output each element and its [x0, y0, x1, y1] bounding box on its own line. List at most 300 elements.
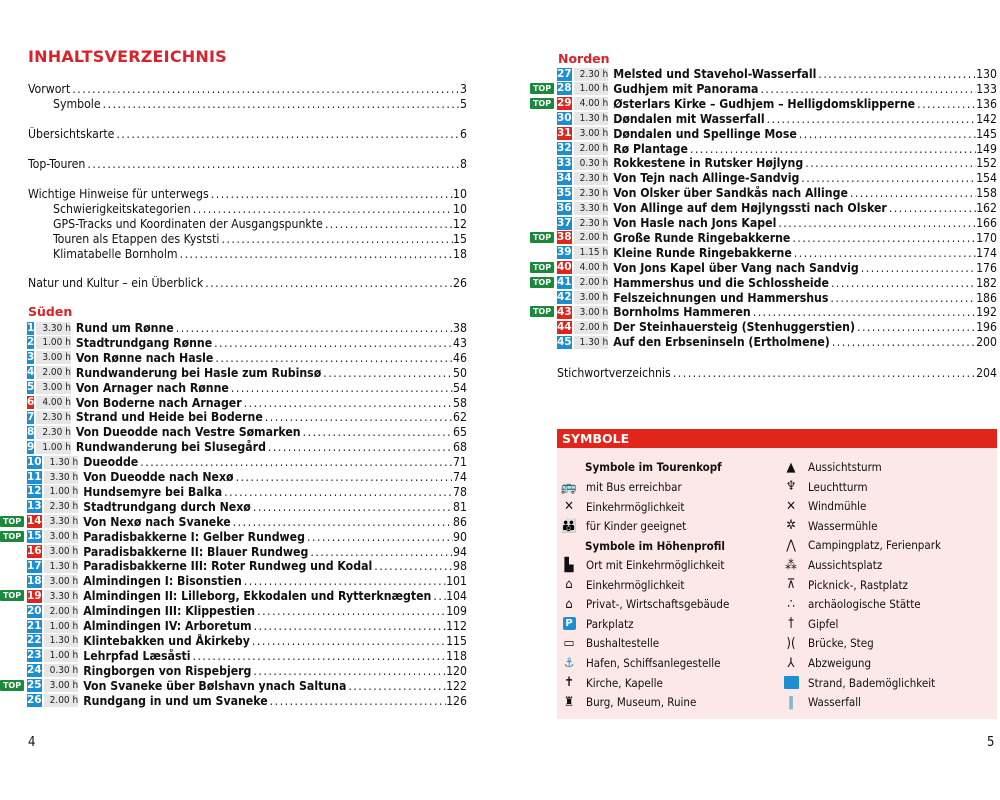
symbol-item: [560, 634, 659, 652]
tour-title: Von Dueodde nach Vestre Sømarken: [75, 425, 301, 440]
page-number-right: 5: [987, 735, 995, 750]
tour-page: 65: [453, 425, 467, 440]
tour-title-line: [83, 634, 467, 648]
tour-page: 58: [453, 395, 467, 410]
tour-number-badge: 25: [27, 679, 42, 692]
toc-entry[interactable]: [28, 187, 467, 202]
harbor-icon: ⚓: [563, 655, 575, 671]
tour-number-badge: 32: [557, 142, 572, 154]
tour-title-line: [613, 291, 997, 305]
symbol-item: [782, 478, 868, 496]
tour-duration: 0.30 h: [44, 664, 79, 677]
top-tour-badge: TOP: [530, 83, 554, 94]
tour-page: 170: [976, 230, 997, 245]
tour-title-line: [613, 261, 997, 275]
tour-row[interactable]: [532, 305, 997, 320]
tour-duration: 3.00 h: [44, 575, 79, 588]
tour-title: Klintebakken und Åkirkeby: [83, 633, 250, 648]
tour-title-line: [83, 679, 467, 693]
leader-dots: [301, 425, 453, 439]
leader-dots: [830, 335, 976, 349]
family-icon: 👪: [560, 518, 578, 534]
tour-title-line: [83, 455, 467, 469]
tour-number-badge: 30: [557, 112, 572, 125]
tour-page: 43: [453, 335, 467, 350]
tour-duration: 1.30 h: [574, 112, 609, 125]
toc-entry-page: 18: [453, 247, 467, 261]
tour-title: Gudhjem mit Panorama: [613, 81, 759, 96]
leader-dots: [70, 82, 460, 97]
tour-title-line: [76, 410, 467, 424]
leader-dots: [263, 410, 453, 424]
toc-entry-page: 15: [453, 232, 467, 246]
symbol-label: Aussichtsturm: [808, 460, 882, 474]
tour-row[interactable]: [532, 96, 997, 111]
tour-title: Rund um Rønne: [75, 321, 174, 335]
toc-entry[interactable]: [28, 157, 467, 172]
tour-page: 74: [453, 470, 467, 484]
tour-duration: 2.00 h: [574, 142, 609, 155]
tour-title-line: [83, 530, 467, 544]
symbol-label: mit Bus erreichbar: [586, 480, 682, 494]
toc-entry[interactable]: [53, 247, 467, 262]
tour-title-line: [613, 216, 997, 230]
leader-dots: [859, 261, 976, 275]
tour-number-badge: 38: [557, 231, 572, 244]
tour-page: 101: [446, 574, 467, 589]
symbol-item: [782, 556, 882, 574]
tour-duration: 3.00 h: [574, 127, 609, 140]
symbol-item: [560, 498, 684, 516]
tour-number-badge: 35: [557, 186, 572, 199]
tour-title-line: [83, 664, 467, 678]
tour-row[interactable]: [2, 589, 467, 604]
symbol-item: [782, 674, 935, 692]
leader-dots: [114, 127, 460, 142]
tour-number-badge: 2: [27, 336, 35, 349]
symbol-label: für Kinder geeignet: [586, 519, 687, 534]
tour-title: Hammershus und die Schlossheide: [613, 275, 829, 290]
tour-page: 145: [976, 126, 997, 141]
tour-row[interactable]: [27, 366, 467, 380]
castle-icon: ♜: [563, 694, 575, 710]
tour-page: 200: [976, 335, 997, 350]
tour-title-line: [83, 545, 467, 559]
leader-dots: [252, 619, 446, 633]
tour-page: 112: [446, 619, 467, 633]
tour-duration: 3.00 h: [36, 381, 71, 394]
tour-title: Von Svaneke über Bølshavn ynach Saltuna: [83, 678, 347, 693]
tour-row[interactable]: [27, 336, 467, 350]
tour-title: Østerlars Kirke – Gudhjem – Helligdomsklipperne: [613, 96, 916, 111]
tour-title: Von Jons Kapel über Vang nach Sandvig: [613, 260, 859, 275]
tour-row[interactable]: [557, 186, 997, 200]
toc-entry[interactable]: [28, 276, 467, 291]
symbol-item: [782, 654, 871, 672]
symbol-label: Wasserfall: [808, 695, 861, 710]
restaurant-icon: ✕: [564, 499, 574, 515]
tour-number-badge: 10: [27, 455, 42, 468]
section-norden-heading: Norden: [558, 51, 610, 66]
summit-icon: †: [788, 616, 794, 632]
tour-title-line: [613, 67, 997, 81]
tour-number-badge: 34: [557, 171, 572, 184]
tour-number-badge: 40: [557, 261, 572, 274]
symbol-label: Brücke, Steg: [808, 636, 874, 651]
toc-entry-page: 12: [453, 217, 467, 231]
leader-dots: [828, 291, 976, 305]
tour-duration: 2.30 h: [574, 217, 609, 230]
tour-page: 196: [976, 320, 997, 335]
tour-number-badge: 39: [557, 246, 572, 259]
tour-title: Rundwanderung bei Hasle zum Rubinsø: [75, 365, 322, 380]
tour-duration: 1.30 h: [44, 456, 79, 469]
tour-page: 118: [446, 648, 467, 663]
toc-entry[interactable]: [53, 217, 467, 232]
toc-entry-page: 5: [460, 97, 467, 111]
tour-row[interactable]: [557, 201, 997, 215]
tour-page: 158: [976, 186, 997, 201]
tour-title-line: [76, 440, 467, 454]
leader-dots: [251, 664, 446, 678]
tour-duration: 4.00 h: [36, 396, 71, 409]
tour-duration: 3.30 h: [44, 515, 79, 528]
bus-stop-icon: ▭: [563, 635, 575, 651]
symbol-label: Gipfel: [808, 616, 839, 631]
tour-number-badge: 37: [557, 216, 572, 229]
tour-title: Stadtrundgang durch Nexø: [83, 499, 251, 514]
tour-duration: 2.30 h: [44, 500, 79, 513]
leader-dots: [765, 112, 976, 126]
tour-title-line: [613, 320, 997, 334]
tour-row[interactable]: [27, 321, 467, 335]
tour-title-line: [83, 500, 467, 514]
tour-number-badge: 23: [27, 649, 42, 662]
tour-title: Paradisbakkerne I: Gelber Rundweg: [83, 529, 305, 544]
tour-page: 94: [453, 544, 467, 559]
symbols-profile-heading: Symbole im Höhenprofil: [585, 539, 725, 553]
tour-number-badge: 36: [557, 201, 572, 214]
tour-duration: 0.30 h: [574, 157, 609, 170]
tour-title: Von Allinge auf dem Højlyngssti nach Olsker: [613, 201, 887, 216]
tour-duration: 3.00 h: [574, 306, 609, 319]
symbol-label: Burg, Museum, Ruine: [586, 695, 697, 710]
tour-duration: 2.00 h: [36, 366, 71, 379]
leader-dots: [816, 67, 976, 81]
tour-number-badge: 42: [557, 291, 572, 303]
leader-dots: [242, 396, 453, 410]
tour-row[interactable]: [27, 619, 467, 633]
tour-row[interactable]: [557, 156, 997, 170]
tour-title: Große Runde Ringebakkerne: [613, 230, 791, 245]
symbol-label: Ort mit Einkehrmöglichkeit: [586, 558, 725, 572]
page-number-left: 4: [28, 735, 36, 750]
tour-page: 149: [976, 141, 997, 156]
tour-row[interactable]: [27, 470, 467, 484]
tour-row[interactable]: [532, 260, 997, 275]
tour-page: 62: [453, 410, 467, 425]
tour-title: Ringborgen von Rispebjerg: [83, 663, 252, 678]
tour-title: Almindingen I: Bisonstien: [83, 574, 242, 589]
tour-number-badge: 17: [27, 559, 42, 572]
tour-number-badge: 8: [27, 425, 35, 438]
toc-entry-title: Vorwort: [28, 82, 71, 96]
tour-title: Bornholms Hammeren: [613, 305, 751, 320]
tour-number-badge: 22: [27, 634, 42, 647]
tour-duration: 3.00 h: [574, 291, 609, 304]
tour-row[interactable]: [532, 81, 997, 96]
tour-number-badge: 6: [27, 396, 35, 408]
tour-duration: 2.30 h: [574, 187, 609, 200]
tour-row[interactable]: [557, 171, 997, 185]
tour-duration: 3.30 h: [44, 590, 79, 603]
toc-entry[interactable]: [53, 232, 467, 247]
tour-duration: 3.30 h: [36, 322, 71, 335]
top-tour-badge: TOP: [530, 262, 554, 273]
symbol-label: Windmühle: [808, 499, 867, 514]
tour-duration: 2.30 h: [574, 172, 609, 185]
tour-page: 104: [446, 589, 467, 604]
tour-title-line: [83, 589, 467, 603]
tour-page: 186: [976, 290, 997, 305]
tour-page: 176: [976, 260, 997, 275]
toc-entry-title: Natur und Kultur – ein Überblick: [28, 276, 204, 290]
tour-duration: 2.00 h: [574, 321, 609, 334]
toc-entry-title: Touren als Etappen des Kyststi: [53, 232, 220, 246]
beach-sign: [784, 676, 799, 689]
toc-entry[interactable]: [53, 202, 467, 217]
toc-entry-title: Übersichtskarte: [28, 127, 115, 141]
leader-dots: [101, 97, 460, 112]
picnic-icon: ⊼: [786, 577, 796, 593]
leader-dots: [792, 246, 976, 260]
top-tour-badge: TOP: [530, 98, 554, 109]
section-sueden-heading: Süden: [28, 304, 73, 319]
tour-title-line: [83, 574, 467, 588]
tour-title-line: [613, 156, 997, 170]
tour-row[interactable]: [532, 230, 997, 245]
tour-title: Lehrpfad Læsåsti: [83, 648, 191, 663]
tour-row[interactable]: [27, 694, 467, 708]
top-tour-badge: TOP: [530, 306, 554, 317]
tour-number-badge: 3: [27, 351, 35, 364]
tour-row[interactable]: [557, 246, 997, 260]
leader-dots: [797, 127, 976, 141]
top-tour-badge: TOP: [530, 232, 554, 243]
leader-dots: [242, 574, 446, 588]
tour-duration: 3.30 h: [574, 202, 609, 215]
leader-dots: [190, 649, 446, 663]
leader-dots: [305, 530, 453, 544]
top-tour-badge: TOP: [0, 531, 24, 542]
tour-row[interactable]: [27, 410, 467, 424]
leader-dots: [250, 634, 446, 648]
leader-dots: [790, 231, 976, 245]
toc-entry-page: 6: [460, 127, 467, 141]
index-entry[interactable]: [557, 366, 997, 381]
leader-dots: [758, 82, 976, 96]
tour-title-line: [76, 351, 467, 365]
tour-row[interactable]: [27, 634, 467, 648]
symbol-item: [782, 615, 838, 633]
tour-title: Von Rønne nach Hasle: [75, 350, 214, 365]
toc-entry[interactable]: [28, 127, 467, 142]
tour-number-badge: 28: [557, 82, 572, 95]
symbol-item: [782, 497, 866, 515]
toc-entry-title: Wichtige Hinweise für unterwegs: [28, 187, 209, 201]
tour-row[interactable]: [557, 112, 997, 126]
top-tour-badge: TOP: [0, 590, 24, 601]
tour-row[interactable]: [557, 216, 997, 230]
tour-title: Almindingen IV: Arboretum: [83, 619, 252, 633]
tour-title-line: [83, 470, 467, 484]
tour-row[interactable]: [27, 574, 467, 588]
leader-dots: [213, 351, 453, 365]
toc-entry-title: Schwierigkeitskategorien: [53, 202, 191, 216]
tour-duration: 1.30 h: [574, 336, 609, 349]
tour-page: 81: [453, 499, 467, 514]
leader-dots: [776, 216, 976, 230]
tour-title-line: [83, 515, 467, 529]
tower-icon: ▲: [786, 459, 796, 475]
tour-row[interactable]: [27, 485, 467, 499]
viewpoint-icon: ⁂: [785, 557, 797, 573]
tour-row[interactable]: [532, 275, 997, 290]
symbol-label: Hafen, Schiffsanlegestelle: [586, 656, 721, 670]
building-icon: ⌂: [565, 596, 573, 612]
leader-dots: [321, 366, 453, 380]
symbol-item: [782, 693, 861, 711]
tour-number-badge: 16: [27, 545, 42, 557]
leader-dots: [848, 186, 976, 200]
tour-row[interactable]: [27, 664, 467, 678]
parking-sign: P: [563, 617, 576, 630]
tour-number-badge: 31: [557, 127, 572, 140]
leader-dots: [178, 247, 453, 262]
tour-row[interactable]: [2, 678, 467, 693]
leader-dots: [85, 157, 460, 172]
tour-title: Hundsemyre bei Balka: [83, 484, 223, 499]
tour-title: Der Steinhauersteig (Stenhuggerstien): [613, 320, 855, 335]
tour-page: 71: [453, 455, 467, 470]
toc-entry-page: 8: [460, 157, 467, 171]
toc-entry[interactable]: [53, 97, 467, 112]
toc-entry-title: Top-Touren: [28, 157, 86, 171]
tour-row[interactable]: [27, 500, 467, 514]
tour-title-line: [613, 186, 997, 200]
index-page: 204: [976, 366, 997, 380]
tour-number-badge: 43: [557, 305, 572, 318]
symbol-item: [560, 654, 720, 672]
tour-row[interactable]: [27, 545, 467, 559]
tour-row[interactable]: [27, 559, 467, 573]
tour-duration: 3.00 h: [44, 679, 79, 692]
tour-number-badge: 29: [557, 97, 572, 110]
bridge-icon: )(: [786, 635, 796, 651]
tour-title: Almindingen III: Klippestien: [83, 604, 256, 619]
tour-title-line: [76, 366, 467, 380]
tour-row[interactable]: [27, 351, 467, 365]
leader-dots: [209, 187, 453, 202]
tour-title-line: [613, 231, 997, 245]
leader-dots: [855, 320, 976, 334]
leader-dots: [234, 470, 453, 484]
tour-title-line: [83, 559, 467, 573]
leader-dots: [308, 545, 453, 559]
tour-title: Von Hasle nach Jons Kapel: [613, 216, 777, 230]
tour-title: Dueodde: [83, 455, 139, 470]
tour-title: Von Nexø nach Svaneke: [83, 514, 231, 529]
tour-title-line: [76, 425, 467, 439]
tour-row[interactable]: [557, 67, 997, 81]
tour-page: 38: [453, 321, 467, 335]
tour-title: Melsted und Stavehol-Wasserfall: [613, 67, 817, 81]
toc-entry-title: Klimatabelle Bornholm: [53, 247, 178, 261]
tour-duration: 1.30 h: [44, 634, 79, 647]
leader-dots: [346, 679, 446, 693]
tour-row[interactable]: [27, 604, 467, 618]
tour-title: Von Arnager nach Rønne: [75, 380, 229, 395]
leader-dots: [803, 156, 976, 170]
leader-dots: [799, 171, 976, 185]
tour-number-badge: 5: [27, 381, 35, 394]
tour-number-badge: 12: [27, 485, 42, 498]
leader-dots: [138, 455, 453, 469]
symbol-item: [560, 615, 634, 633]
lighthouse-icon: ♆: [785, 479, 797, 495]
symbol-item: [782, 536, 941, 554]
tour-number-badge: 26: [27, 694, 42, 706]
village-icon: ▙: [564, 557, 574, 573]
tour-row[interactable]: [557, 335, 997, 349]
tour-row[interactable]: [27, 425, 467, 439]
leader-dots: [915, 97, 976, 111]
tour-title: Døndalen mit Wasserfall: [613, 111, 765, 126]
tour-page: 122: [446, 678, 467, 693]
tour-row[interactable]: [557, 127, 997, 141]
toc-entry-page: 26: [453, 276, 467, 290]
leader-dots: [688, 142, 976, 156]
symbol-item: [560, 556, 724, 574]
tour-row[interactable]: [557, 291, 997, 305]
tour-duration: 2.00 h: [574, 276, 609, 289]
tour-title-line: [83, 694, 467, 708]
tour-row[interactable]: [557, 320, 997, 334]
leader-dots: [751, 305, 976, 319]
tour-title-line: [76, 336, 467, 350]
tour-row[interactable]: [2, 529, 467, 544]
toc-entry[interactable]: [28, 82, 467, 97]
tour-row[interactable]: [557, 142, 997, 156]
tour-row[interactable]: [2, 514, 467, 529]
symbol-item: [560, 693, 696, 711]
symbol-item: [782, 595, 921, 613]
tour-duration: 2.00 h: [574, 231, 609, 244]
toc-entry-page: 3: [460, 82, 467, 96]
tour-row[interactable]: [27, 396, 467, 410]
tour-row[interactable]: [27, 649, 467, 663]
leader-dots: [222, 485, 453, 499]
tour-row[interactable]: [27, 381, 467, 395]
tour-title: Kleine Runde Ringebakkerne: [613, 245, 792, 260]
symbol-legend: [557, 429, 997, 719]
tour-row[interactable]: [27, 440, 467, 454]
tour-page: 126: [446, 693, 467, 708]
tour-title-line: [613, 246, 997, 260]
tour-duration: 3.00 h: [36, 351, 71, 364]
tour-page: 166: [976, 216, 997, 230]
tour-row[interactable]: [27, 455, 467, 469]
